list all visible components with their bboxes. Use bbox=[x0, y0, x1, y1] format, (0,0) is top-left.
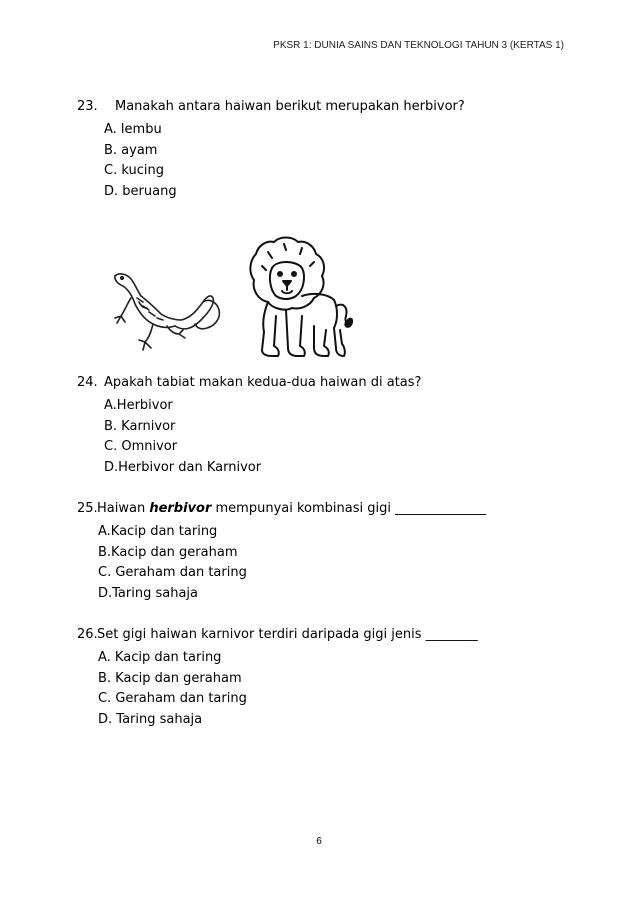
question-emphasis: herbivor bbox=[149, 501, 212, 516]
option-b[interactable]: B.Kacip dan geraham bbox=[98, 544, 238, 560]
question-26 bbox=[77, 626, 478, 730]
option-d[interactable]: D. Taring sahaja bbox=[98, 711, 203, 727]
option-a[interactable]: A. Kacip dan taring bbox=[98, 650, 222, 665]
question-text: Apakah tabiat makan kedua-dua haiwan di atas? bbox=[104, 375, 422, 390]
page-header: PKSR 1: DUNIA SAINS DAN TEKNOLOGI TAHUN 3 (KERTAS 1) bbox=[273, 40, 564, 51]
question-number: 23. bbox=[77, 99, 98, 114]
question-text-start: Haiwan bbox=[97, 501, 150, 516]
lion-image bbox=[244, 236, 356, 362]
lizard-image bbox=[105, 268, 230, 360]
question-25 bbox=[77, 500, 486, 604]
question-number: 24. bbox=[77, 375, 98, 390]
option-d[interactable]: D. beruang bbox=[104, 183, 177, 199]
options-list bbox=[104, 120, 465, 202]
option-c[interactable]: C. Geraham dan taring bbox=[98, 691, 247, 706]
option-b[interactable]: B. Karnivor bbox=[104, 418, 176, 434]
options-list bbox=[98, 522, 486, 604]
question-24 bbox=[77, 374, 421, 478]
question-23 bbox=[77, 98, 465, 202]
option-a[interactable]: A.Herbivor bbox=[104, 398, 173, 413]
option-a[interactable]: A. lembu bbox=[104, 122, 162, 137]
option-c[interactable]: C. kucing bbox=[104, 163, 164, 178]
question-text: Manakah antara haiwan berikut merupakan herbivor? bbox=[115, 99, 465, 114]
options-list bbox=[104, 396, 421, 478]
question-number: 25. bbox=[77, 501, 98, 516]
option-c[interactable]: C. Omnivor bbox=[104, 439, 178, 454]
option-d[interactable]: D.Herbivor dan Karnivor bbox=[104, 459, 262, 475]
question-text-end: mempunyai kombinasi gigi ______________ bbox=[211, 501, 487, 516]
option-a[interactable]: A.Kacip dan taring bbox=[98, 524, 218, 539]
option-b[interactable]: B. Kacip dan geraham bbox=[98, 670, 242, 686]
question-number: 26. bbox=[77, 627, 98, 642]
question-text: Set gigi haiwan karnivor terdiri daripada gigi jenis ________ bbox=[97, 627, 478, 642]
option-b[interactable]: B. ayam bbox=[104, 142, 158, 158]
option-c[interactable]: C. Geraham dan taring bbox=[98, 565, 247, 580]
options-list bbox=[98, 648, 478, 730]
option-d[interactable]: D.Taring sahaja bbox=[98, 585, 199, 601]
page-number: 6 bbox=[316, 836, 322, 847]
